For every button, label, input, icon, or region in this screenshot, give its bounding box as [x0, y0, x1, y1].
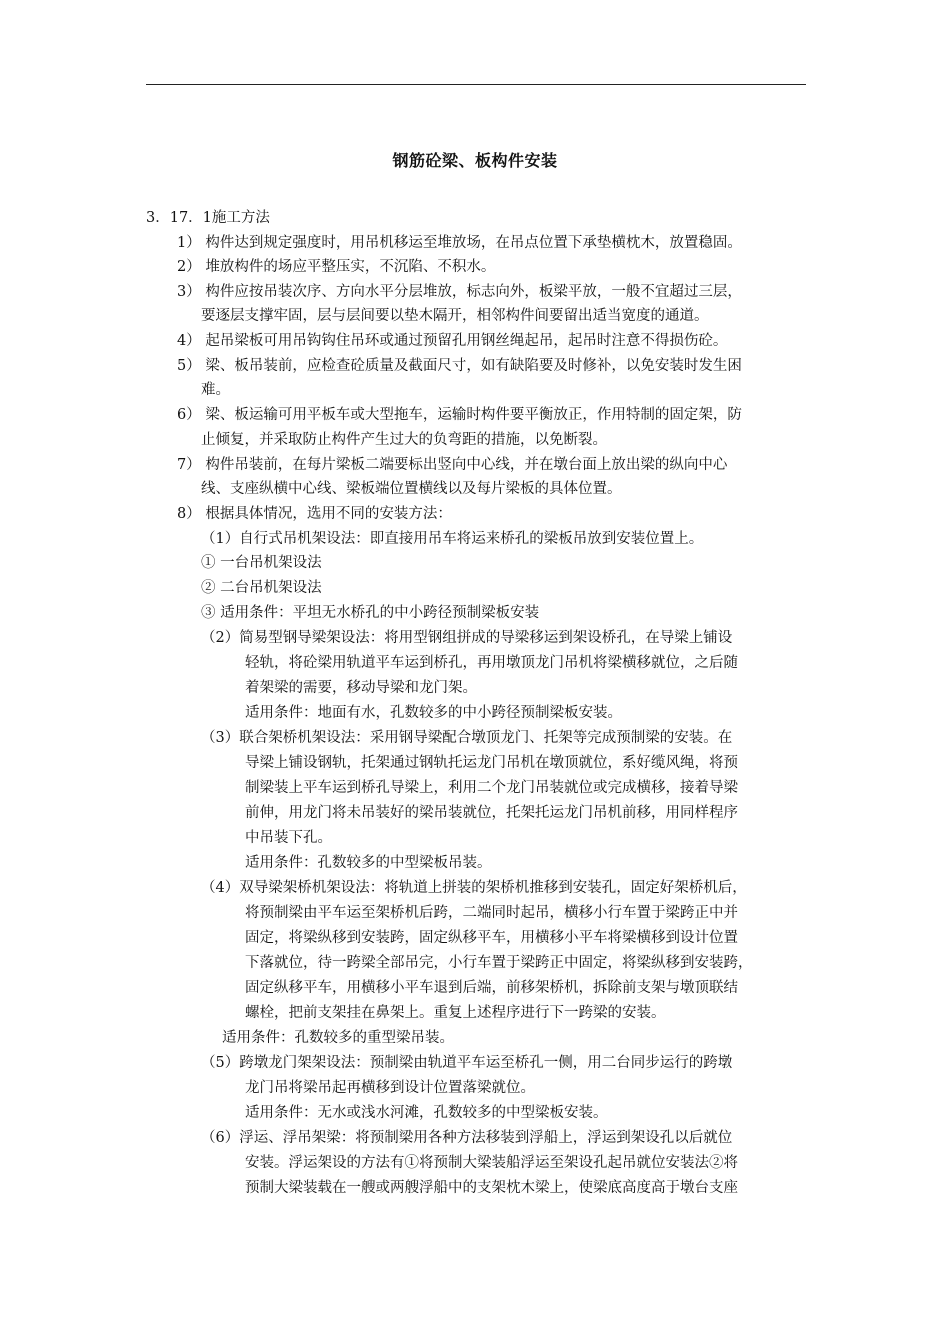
item-6-line: 止倾复，并采取防止构件产生过大的负弯距的措施，以免断裂。: [201, 432, 607, 448]
method-4-condition: 适用条件：孔数较多的重型梁吊装。: [222, 1030, 454, 1046]
method-6-line: （6）浮运、浮吊架梁：将预制梁用各种方法移装到浮船上，浮运到架设孔以后就位: [201, 1130, 733, 1146]
item-3-line: 3） 构件应按吊装次序、方向水平分层堆放，标志向外，板梁平放，一般不宜超过三层，: [177, 284, 742, 300]
method-4-line: 固定，将梁纵移到安装跨，固定纵移平车，用横移小平车将梁横移到设计位置: [245, 930, 738, 946]
item-5-line: 难。: [201, 382, 230, 398]
method-2-condition: 适用条件：地面有水，孔数较多的中小跨径预制梁板安装。: [245, 705, 622, 721]
method-4-line: 固定纵移平车，用横移小平车退到后端，前移架桥机，拆除前支架与墩顶联结: [245, 980, 738, 996]
item-1-line: 1） 构件达到规定强度时，用吊机移运至堆放场，在吊点位置下承垫横枕木，放置稳固。: [177, 235, 742, 251]
item-4-line: 4） 起吊梁板可用吊钩钩住吊环或通过预留孔用钢丝绳起吊，起吊时注意不得损伤砼。: [177, 333, 728, 349]
method-3-line: （3）联合架桥机架设法：采用钢导梁配合墩顶龙门、托架等完成预制梁的安装。在: [201, 730, 733, 746]
method-5-line: （5）跨墩龙门架架设法：预制梁由轨道平车运至桥孔一侧，用二台同步运行的跨墩: [201, 1055, 733, 1071]
method-3-condition: 适用条件：孔数较多的中型梁板吊装。: [245, 855, 492, 871]
item-3-line: 要逐层支撑牢固，层与层间要以垫木隔开，相邻构件间要留出适当宽度的通道。: [201, 308, 709, 324]
method-5-condition: 适用条件：无水或浅水河滩，孔数较多的中型梁板安装。: [245, 1105, 608, 1121]
method-2-line: 轻轨，将砼梁用轨道平车运到桥孔，再用墩顶龙门吊机将梁横移就位，之后随: [245, 655, 738, 671]
method-2-line: （2）简易型钢导梁架设法：将用型钢组拼成的导梁移运到架设桥孔，在导梁上铺设: [201, 630, 733, 646]
method-1-line: （1）自行式吊机架设法：即直接用吊车将运来桥孔的梁板吊放到安装位置上。: [201, 531, 704, 547]
method-2-line: 着架梁的需要，移动导梁和龙门架。: [245, 680, 477, 696]
item-6-line: 6） 梁、板运输可用平板车或大型拖车，运输时构件要平衡放正，作用特制的固定架，防: [177, 407, 742, 423]
method-3-line: 制梁装上平车运到桥孔导梁上，利用二个龙门吊装就位或完成横移，接着导梁: [245, 780, 738, 796]
method-6-line: 安装。浮运架设的方法有①将预制大梁装船浮运至架设孔起吊就位安装法②将: [245, 1155, 738, 1171]
item-5-line: 5） 梁、板吊装前，应检查砼质量及截面尺寸，如有缺陷要及时修补，以免安装时发生困: [177, 358, 742, 374]
item-2-line: 2） 堆放构件的场应平整压实，不沉陷、不积水。: [177, 259, 496, 275]
method-4-line: 螺栓，把前支架挂在鼻架上。重复上述程序进行下一跨梁的安装。: [245, 1005, 666, 1021]
item-7-line: 线、支座纵横中心线、梁板端位置横线以及每片梁板的具体位置。: [201, 481, 622, 497]
page-title: 钢筋砼梁、板构件安装: [392, 151, 558, 170]
method-4-line: 将预制梁由平车运至架桥机后跨，二端同时起吊，横移小行车置于梁跨正中并: [245, 905, 738, 921]
method-3-line: 中吊装下孔。: [245, 830, 332, 846]
method-4-line: 下落就位，待一跨梁全部吊完，小行车置于梁跨正中固定，将梁纵移到安装跨，: [245, 955, 753, 971]
method-1-sub-3: ③ 适用条件：平坦无水桥孔的中小跨径预制梁板安装: [201, 605, 540, 621]
header-rule: [146, 84, 806, 85]
method-6-line: 预制大梁装载在一艘或两艘浮船中的支架枕木梁上，使梁底高度高于墩台支座: [245, 1180, 738, 1196]
item-8-line: 8） 根据具体情况，选用不同的安装方法：: [177, 506, 452, 522]
section-heading: 3．17．1施工方法: [146, 210, 270, 226]
item-7-line: 7） 构件吊装前，在每片梁板二端要标出竖向中心线，并在墩台面上放出梁的纵向中心: [177, 457, 728, 473]
method-4-line: （4）双导梁架桥机架设法：将轨道上拼装的架桥机推移到安装孔，固定好架桥机后，: [201, 880, 747, 896]
method-1-sub-2: ② 二台吊机架设法: [201, 580, 322, 596]
method-3-line: 导梁上铺设钢轨，托架通过钢轨托运龙门吊机在墩顶就位，系好缆风绳，将预: [245, 755, 738, 771]
method-5-line: 龙门吊将梁吊起再横移到设计位置落梁就位。: [245, 1080, 535, 1096]
method-3-line: 前伸，用龙门将未吊装好的梁吊装就位，托架托运龙门吊机前移，用同样程序: [245, 805, 738, 821]
method-1-sub-1: ① 一台吊机架设法: [201, 555, 322, 571]
